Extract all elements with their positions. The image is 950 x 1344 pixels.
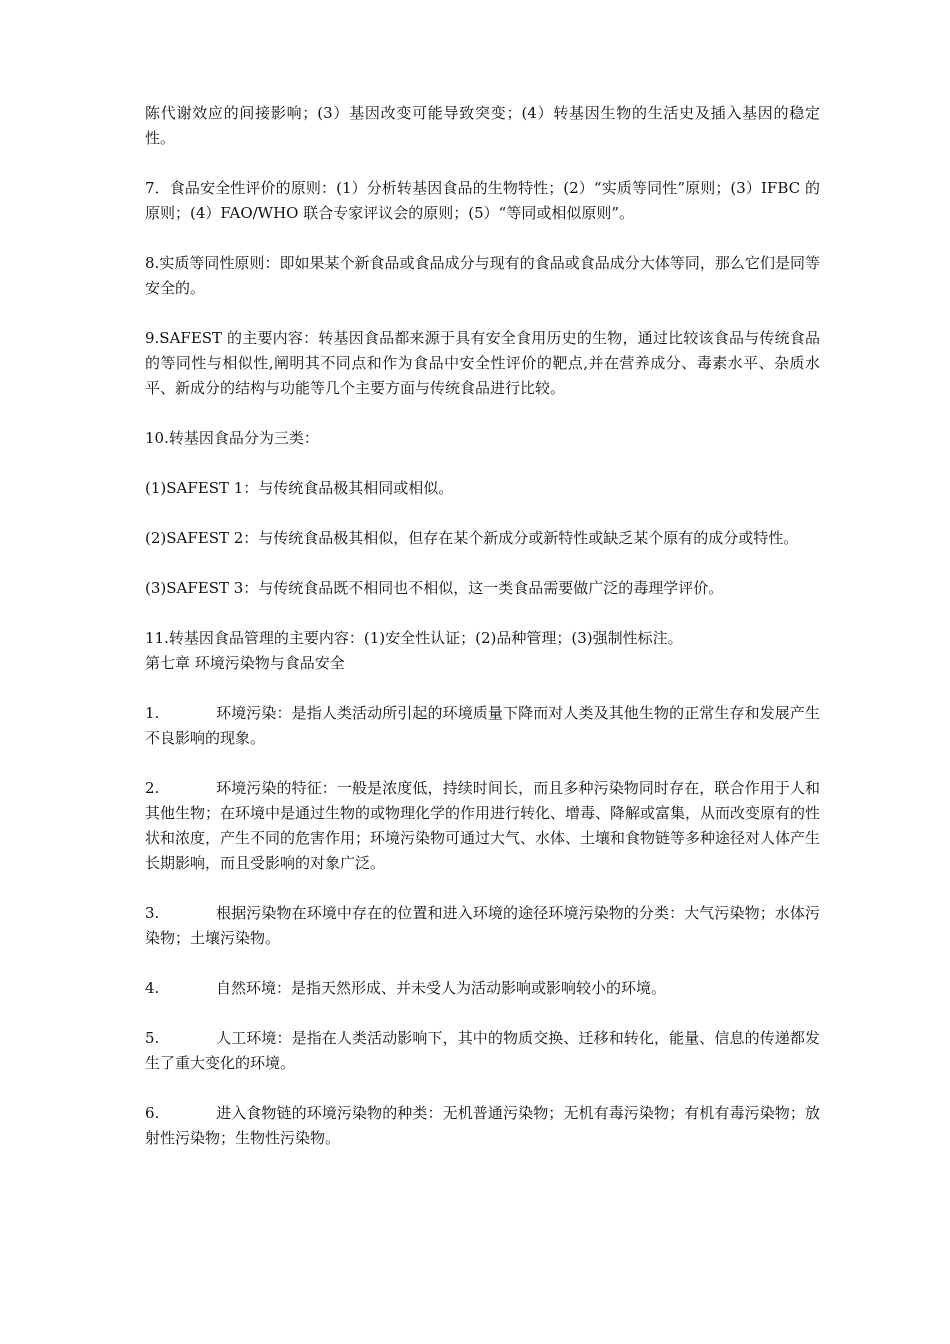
item-number: 6. xyxy=(145,1104,160,1122)
paragraph-metabolic-effects: 陈代谢效应的间接影响；(3）基因改变可能导致突变；(4）转基因生物的生活史及插入基因的稳定性。 xyxy=(145,104,820,147)
numbered-item xyxy=(145,1101,820,1151)
item-number: 1. xyxy=(145,704,160,722)
paragraph-safest-3: (3)SAFEST 3：与传统食品既不相同也不相似，这一类食品需要做广泛的毒理学评价。 xyxy=(145,579,724,597)
chapter-heading: 第七章 环境污染物与食品安全 xyxy=(145,654,345,672)
item-text: 环境污染：是指人类活动所引起的环境质量下降而对人类及其他生物的正常生存和发展产生不良影响的现象。 xyxy=(145,704,820,747)
numbered-item xyxy=(145,1026,820,1076)
numbered-item xyxy=(145,976,820,1001)
document-body xyxy=(145,101,820,1176)
item-number: 4. xyxy=(145,979,160,997)
item-number: 3. xyxy=(145,904,160,922)
paragraph-evaluation-principles: 7．食品安全性评价的原则：(1）分析转基因食品的生物特性；(2）“实质等同性”原则；(3）IFBC 的原则；(4）FAO/WHO 联合专家评议会的原则；(5）“等同或相似原则”。 xyxy=(145,179,820,222)
item-text: 进入食物链的环境污染物的种类：无机普通污染物；无机有毒污染物；有机有毒污染物；放射性污染物；生物性污染物。 xyxy=(145,1104,820,1147)
item-text: 环境污染的特征：一般是浓度低，持续时间长，而且多种污染物同时存在，联合作用于人和其他生物；在环境中是通过生物的或物理化学的作用进行转化、增毒、降解或富集，从而改变原有的性状和浓度，产生不同的危害作用；环境污染物可通过大气、水体、土壤和食物链等多种途径对人体产生长期影响，而且受影响的对象广泛。 xyxy=(145,779,821,872)
item-text: 根据污染物在环境中存在的位置和进入环境的途径环境污染物的分类：大气污染物；水体污染物；土壤污染物。 xyxy=(145,904,820,947)
item-number: 5. xyxy=(145,1029,160,1047)
item-number: 2. xyxy=(145,779,160,797)
paragraph-safest-content: 9.SAFEST 的主要内容：转基因食品都来源于具有安全食用历史的生物，通过比较该食品与传统食品的等同性与相似性,阐明其不同点和作为食品中安全性评价的靶点,并在营养成分、毒素水平、杂质水平、新成分的结构与功能等几个主要方面与传统食品进行比较。 xyxy=(145,329,820,397)
item-text: 自然环境：是指天然形成、并未受人为活动影响或影响较小的环境。 xyxy=(216,979,667,997)
paragraph-safest-2: (2)SAFEST 2：与传统食品极其相似，但存在某个新成分或新特性或缺乏某个原有的成分或特性。 xyxy=(145,529,799,547)
paragraph-substantial-equivalence: 8.实质等同性原则：即如果某个新食品或食品成分与现有的食品或食品成分大体等同，那么它们是同等安全的。 xyxy=(145,254,820,297)
paragraph-gm-food-management: 11.转基因食品管理的主要内容：(1)安全性认证；(2)品种管理；(3)强制性标注。 xyxy=(145,629,683,647)
paragraph-gm-food-classes: 10.转基因食品分为三类： xyxy=(145,429,319,447)
numbered-item xyxy=(145,776,820,876)
numbered-item xyxy=(145,901,820,951)
numbered-item xyxy=(145,701,820,751)
item-text: 人工环境：是指在人类活动影响下，其中的物质交换、迁移和转化，能量、信息的传递都发生了重大变化的环境。 xyxy=(145,1029,820,1072)
paragraph-safest-1: (1)SAFEST 1：与传统食品极其相同或相似。 xyxy=(145,479,454,497)
